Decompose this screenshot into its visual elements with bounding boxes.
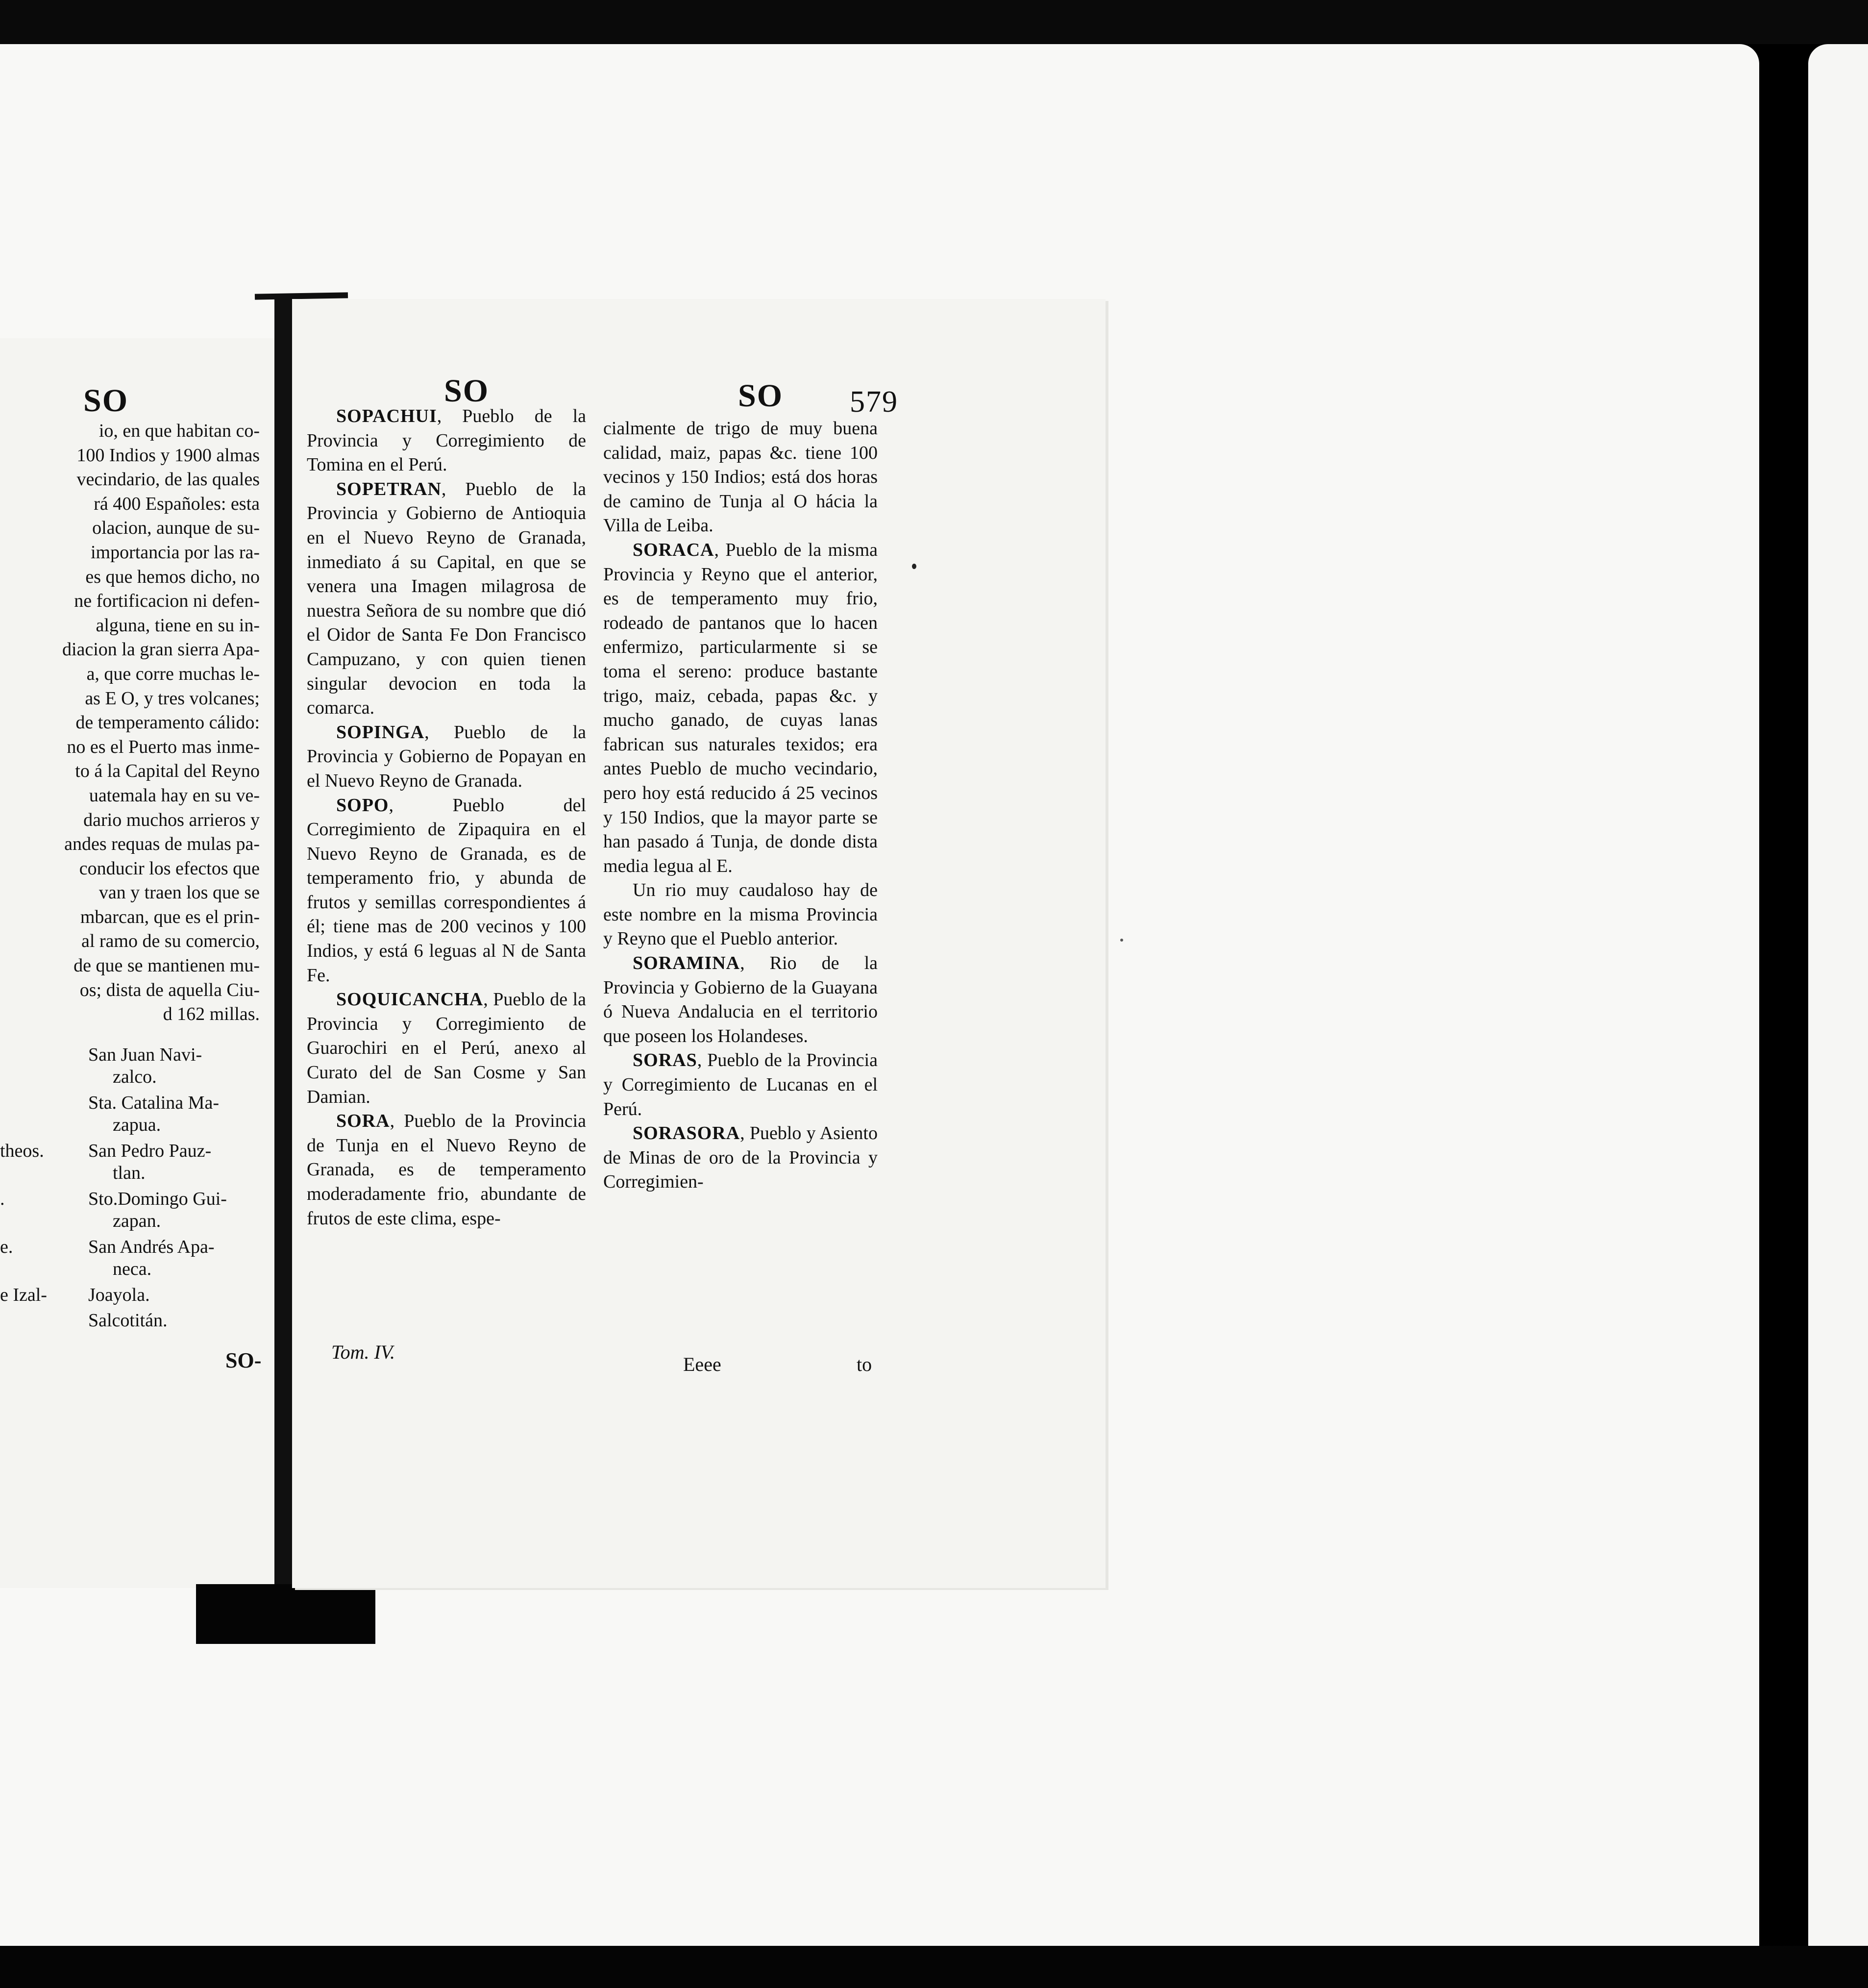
text-line: vecindario, de las quales: [76, 469, 260, 490]
page-579: [292, 299, 1106, 1588]
town-row: [0, 1044, 265, 1092]
page-header-left: SO: [444, 373, 490, 409]
text-line: conducir los efectos que: [79, 858, 260, 879]
dictionary-entry: cialmente de trigo de muy buena calidad, maiz, papas &c. tiene 100 vecinos y 150 Indios; está dos horas de camino de Tunja al O hácia la Villa de Leiba.: [603, 418, 878, 536]
town-stub: e Izal-: [0, 1285, 47, 1305]
text-line: alguna, tiene en su in-: [96, 615, 260, 636]
town-row: [0, 1092, 265, 1140]
entry-headword: SOQUICANCHA: [336, 989, 484, 1010]
left-page-header: SO: [83, 383, 129, 419]
left-page-catchword: SO-: [225, 1348, 262, 1372]
paper-speck: [912, 564, 916, 569]
text-line: dario muchos arrieros y: [83, 809, 260, 830]
left-page-text: [0, 419, 260, 1027]
town-name: Sta. Catalina Ma- zapua.: [88, 1093, 219, 1135]
town-stub: theos.: [0, 1141, 44, 1161]
text-line: diacion la gran sierra Apa-: [62, 639, 260, 660]
text-line: ne fortificacion ni defen-: [74, 591, 260, 612]
text-line: importancia por las ra-: [90, 542, 260, 563]
page-gutter: [274, 294, 292, 1588]
page-header-right: SO: [738, 378, 784, 414]
dictionary-entry: SOPETRAN, Pueblo de la Provincia y Gobierno de Antioquia en el Nuevo Reyno de Granada, inmediato á su Capital, en que se venera una Imagen milagrosa de nuestra Señora de su nombre que dió el Oidor de Santa Fe Don Francisco Campuzano, y con quien tienen singular devocion en toda la comarca.: [307, 478, 586, 719]
town-name: San Andrés Apa- neca.: [88, 1237, 215, 1279]
text-line: es que hemos dicho, no: [85, 566, 260, 587]
volume-signature: Tom. IV.: [331, 1341, 395, 1363]
previous-page: [0, 338, 274, 1588]
text-line: uatemala hay en su ve-: [89, 785, 260, 806]
text-line: mbarcan, que es el prin-: [80, 906, 260, 927]
entry-headword: SORA: [336, 1111, 390, 1132]
town-stub: .: [0, 1189, 5, 1209]
town-name: San Pedro Pauz- tlan.: [88, 1141, 212, 1183]
dictionary-entry: SOPACHUI, Pueblo de la Provincia y Corregimiento de Tomina en el Perú.: [307, 406, 586, 475]
text-line: al ramo de su comercio,: [81, 931, 260, 952]
dictionary-entry: SORACA, Pueblo de la misma Provincia y Reyno que el anterior, es de temperamento muy frio, rodeado de pantanos que lo hacen enfermizo, particularmente si se toma el sereno: produce bastante trigo, maiz, cebada, papas &c. y mucho ganado, de cuyas lanas fabrican sus naturales texidos; era antes Pueblo de mucho vecindario, pero hoy está reducido á 25 vecinos y 150 Indios, que la mayor parte se han pasado á Tunja, de donde dista media legua al E.: [603, 539, 878, 876]
entry-headword: SOPO: [336, 795, 389, 816]
town-stub: e.: [0, 1237, 13, 1257]
text-line: rá 400 Españoles: esta: [94, 493, 260, 514]
film-tab-marker: [196, 1584, 375, 1644]
text-line: andes requas de mulas pa-: [64, 834, 260, 855]
column-2: [603, 417, 878, 1194]
text-line: de que se mantienen mu-: [74, 955, 260, 976]
dictionary-entry: SOPINGA, Pueblo de la Provincia y Gobierno de Popayan en el Nuevo Reyno de Granada.: [307, 721, 586, 791]
town-row: [0, 1140, 265, 1188]
dictionary-entry: SORASORA, Pueblo y Asiento de Minas de oro de la Provincia y Corregimien-: [603, 1123, 878, 1193]
town-row: [0, 1284, 265, 1310]
town-list: [0, 1044, 265, 1335]
column-1: [307, 404, 586, 1231]
town-row: [0, 1310, 265, 1335]
dictionary-entry: SOQUICANCHA, Pueblo de la Provincia y Corregimiento de Guarochiri en el Perú, anexo al Curato del de San Cosme y San Damian.: [307, 989, 586, 1107]
text-line: van y traen los que se: [98, 882, 260, 903]
town-name: Sto.Domingo Gui- zapan.: [88, 1189, 227, 1231]
text-line: os; dista de aquella Ciu-: [79, 979, 260, 1000]
next-frame-edge: [1808, 44, 1868, 1946]
dictionary-entry: Un rio muy caudaloso hay de este nombre en la misma Provincia y Reyno que el Pueblo anterior.: [603, 880, 878, 949]
dictionary-entry: SORAMINA, Rio de la Provincia y Gobierno de la Guayana ó Nueva Andalucia en el territorio que poseen los Holandeses.: [603, 953, 878, 1046]
text-line: a, que corre muchas le-: [86, 663, 260, 684]
town-row: [0, 1188, 265, 1236]
text-line: de temperamento cálido:: [75, 712, 260, 733]
film-top-border: [0, 0, 1868, 44]
dictionary-entry: SORAS, Pueblo de la Provincia y Corregimiento de Lucanas en el Perú.: [603, 1050, 878, 1119]
text-line: to á la Capital del Reyno: [75, 761, 260, 782]
entry-headword: SOPACHUI: [336, 406, 437, 426]
printer-signature: Eeee: [683, 1353, 721, 1375]
dictionary-entry: SORA, Pueblo de la Provincia de Tunja en el Nuevo Reyno de Granada, es de temperamento moderadamente frio, abundante de frutos de este clima, espe-: [307, 1111, 586, 1229]
page-number: 579: [850, 385, 898, 419]
town-name: Salcotitán.: [88, 1310, 168, 1331]
film-bottom-border: [0, 1946, 1868, 1988]
text-line: io, en que habitan co-: [98, 421, 260, 441]
town-name: San Juan Navi- zalco.: [88, 1044, 202, 1087]
text-line: d 162 millas.: [163, 1004, 260, 1025]
dictionary-entry: SOPO, Pueblo del Corregimiento de Zipaquira en el Nuevo Reyno de Granada, es de temperamento frio, y abunda de frutos y semillas correspondientes á él; tiene mas de 200 vecinos y 100 Indios, y está 6 leguas al N de Santa Fe.: [307, 795, 586, 986]
entry-headword: SORACA: [633, 539, 714, 560]
town-name: Joayola.: [88, 1285, 150, 1305]
paper-speck: [1120, 939, 1123, 942]
town-row: [0, 1236, 265, 1284]
entry-headword: SORAMINA: [633, 953, 740, 974]
text-line: 100 Indios y 1900 almas: [76, 445, 260, 466]
text-line: as E O, y tres volcanes;: [85, 688, 260, 709]
text-line: no es el Puerto mas inme-: [67, 736, 260, 757]
entry-headword: SOPETRAN: [336, 478, 442, 499]
text-line: olacion, aunque de su-: [92, 518, 260, 539]
entry-headword: SORAS: [633, 1050, 697, 1071]
entry-headword: SOPINGA: [336, 721, 425, 743]
catchword: to: [857, 1353, 872, 1375]
entry-headword: SORASORA: [633, 1123, 740, 1144]
